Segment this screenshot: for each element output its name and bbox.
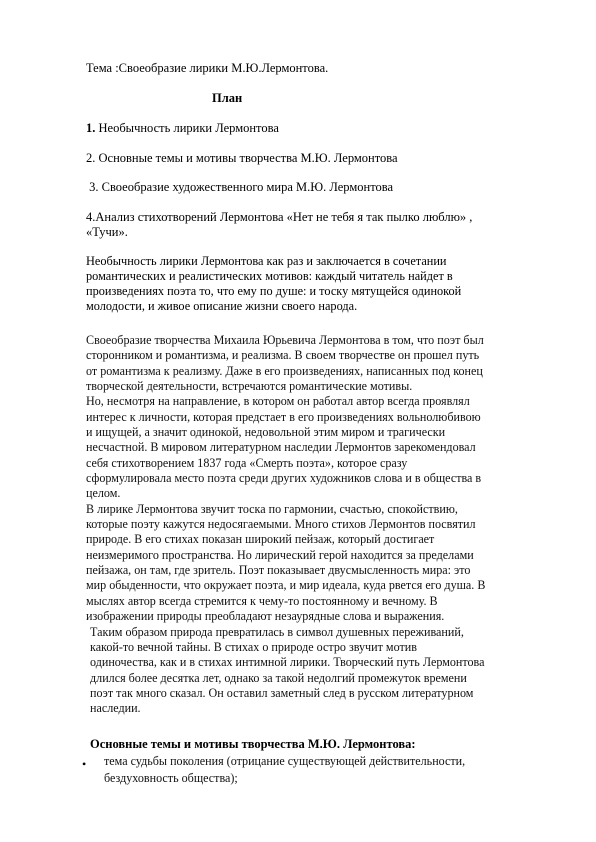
body-line: сформулировала место поэта среди других художников слова и в общества в: [86, 471, 482, 485]
body-line: творческой деятельности, встречаются романтические мотивы.: [86, 379, 413, 393]
indented-line: длился более десятка лет, однако за такой недолгий промежуток времени: [90, 671, 467, 685]
indented-line: наследии.: [90, 701, 141, 715]
indented-line: какой-то вечной тайны. В стихах о природе остро звучит мотив: [90, 640, 417, 654]
bullet-line: тема судьбы поколения (отрицание существующей действительности,: [104, 754, 466, 768]
body-line: Своеобразие творчества Михаила Юрьевича Лермонтова в том, что поэт был: [86, 333, 484, 347]
intro-line: произведениях поэта то, что ему по душе: и тоску мятущейся одинокой: [86, 284, 462, 298]
intro-line: Необычность лирики Лермонтова как раз и заключается в сочетании: [86, 254, 447, 268]
bullet-line: бездуховность общества);: [104, 771, 238, 785]
plan-item-number: 2.: [86, 151, 96, 165]
indented-line: одиночества, как и в стихах интимной лирики. Творческий путь Лермонтова: [90, 655, 485, 669]
plan-item-text: Необычность лирики Лермонтова: [95, 121, 279, 135]
plan-item-text: «Тучи».: [86, 225, 128, 239]
topic-title: Тема :Своеобразие лирики М.Ю.Лермонтова.: [86, 61, 329, 75]
body-line: Но, несмотря на направление, в котором он работал автор всегда проявлял: [86, 394, 470, 408]
plan-item-4-continued: [86, 225, 128, 239]
plan-item-2: [86, 151, 398, 165]
body-line: изображении природы преобладают незаурядные слова и выражения.: [86, 609, 445, 623]
body-line: сторонником и романтизма, и реализма. В своем творчестве он прошел путь: [86, 348, 480, 362]
bullet-dot-icon: •: [82, 757, 87, 771]
plan-item-3: [86, 180, 393, 194]
plan-item-4: [86, 210, 472, 224]
body-line: В лирике Лермонтова звучит тоска по гармонии, счастью, спокойствию,: [86, 502, 458, 516]
plan-item-number: 1.: [86, 121, 96, 135]
plan-item-text: Анализ стихотворений Лермонтова «Нет не тебя я так пылко люблю» ,: [95, 210, 473, 224]
body-line: природе. В его стихах показан широкий пейзаж, который достигает: [86, 532, 435, 546]
plan-item-number: 4.: [86, 210, 96, 224]
body-line: от романтизма к реализму. Даже в его произведениях, написанных под конец: [86, 364, 483, 378]
section-heading: Основные темы и мотивы творчества М.Ю. Лермонтова:: [90, 737, 416, 751]
plan-title: План: [212, 91, 243, 105]
body-line: интерес к личности, которая предстает в его произведениях вольнолюбивою: [86, 410, 481, 424]
body-line: мир обыденности, что окружает поэта, и мир идеала, куда рвется его душа. В: [86, 578, 486, 592]
intro-line: романтических и реалистических мотивов: каждый читатель найдет в: [86, 269, 453, 283]
intro-line: молодости, и живое описание жизни своего народа.: [86, 299, 358, 313]
body-line: которые поэту кажутся недосягаемыми. Много стихов Лермонтов посвятил: [86, 517, 476, 531]
plan-item-1: [86, 121, 279, 135]
body-line: себя стихотворением 1837 года «Смерть поэта», которое сразу: [86, 456, 408, 470]
body-line: пейзажа, он там, где зритель. Поэт показывает двусмысленность мира: это: [86, 563, 471, 577]
body-line: неизмеримого пространства. Но лирический герой находится за пределами: [86, 548, 474, 562]
indented-line: поэт так много сказал. Он оставил заметный след в русском литературном: [90, 686, 474, 700]
plan-item-number: 3.: [86, 180, 99, 194]
plan-item-text: Основные темы и мотивы творчества М.Ю. Лермонтова: [95, 151, 398, 165]
plan-item-text: Своеобразие художественного мира М.Ю. Лермонтова: [98, 180, 394, 194]
body-line: несчастной. В мировом литературном наследии Лермонтов зарекомендовал: [86, 440, 476, 454]
body-line: мыслях автор всегда стремится к чему-то постоянному и вечному. В: [86, 594, 438, 608]
body-line: целом.: [86, 486, 121, 500]
body-line: и ищущей, а значит одинокой, недовольной этим миром и трагически: [86, 425, 446, 439]
indented-line: Таким образом природа превратилась в символ душевных переживаний,: [90, 625, 464, 639]
